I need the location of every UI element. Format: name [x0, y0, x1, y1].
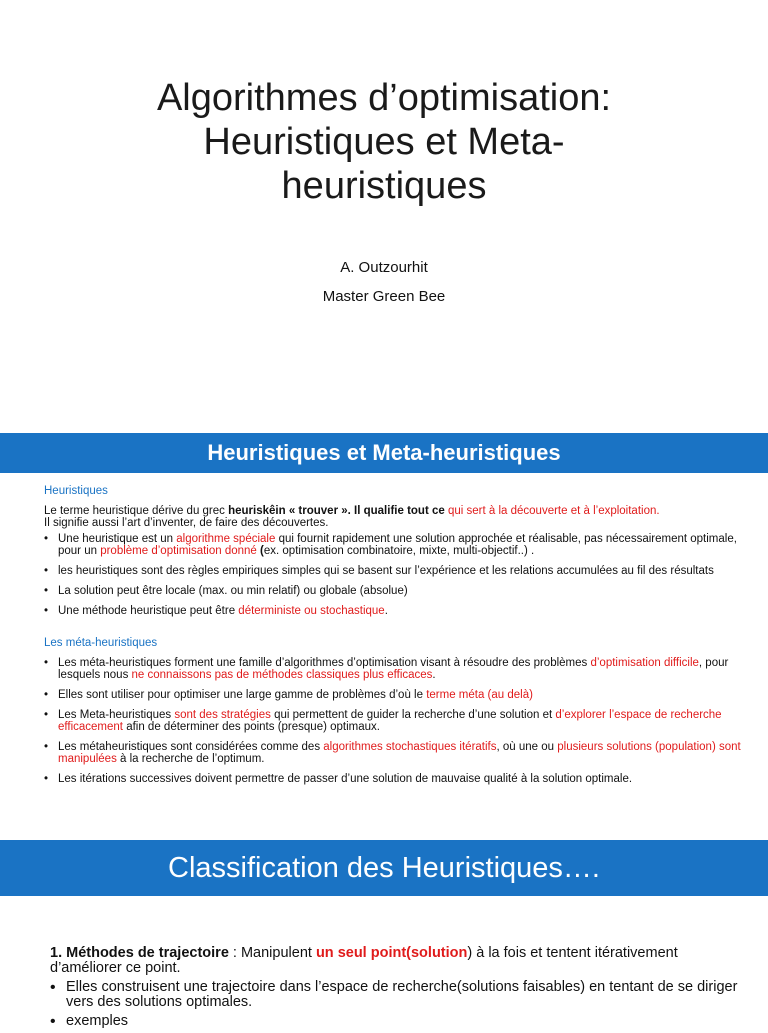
slide-banner: Heuristiques et Meta-heuristiques: [0, 433, 768, 473]
list-item: • Les métaheuristiques sont considérées comme des algorithmes stochastiques itératifs, où une ou plusieurs solutions (population) sont manipulées à la recherche de l’optimum.: [44, 741, 744, 765]
program-name: Master Green Bee: [322, 288, 446, 305]
trajectory-heading: 1. Méthodes de trajectoire : Manipulent un seul point(solution) à la fois et tentent itérativement d’améliorer ce point.: [50, 945, 678, 976]
list-item: • La solution peut être locale (max. ou min relatif) ou globale (absolue): [44, 585, 744, 597]
heuristics-list: [44, 533, 744, 617]
section-heading: Les méta-heuristiques: [44, 637, 158, 649]
list-item: • exemples: [50, 1014, 740, 1029]
heuristics-slide: [0, 433, 768, 838]
list-item: • Les méta-heuristiques forment une famille d’algorithmes d’optimisation visant à résoudre des problèmes d’optimisation difficile, pour lesquels nous ne connaissons pas de méthodes classiques plus efficaces.: [44, 657, 744, 681]
author-name: A. Outzourhit: [340, 259, 428, 276]
list-item: • Les itérations successives doivent permettre de passer d’une solution de mauvaise qualité à la solution optimale.: [44, 773, 744, 785]
slide-banner: Classification des Heuristiques….: [0, 840, 768, 896]
section-heading: Heuristiques: [44, 485, 108, 497]
intro-paragraph: Le terme heuristique dérive du grec heuriskêin « trouver ». Il qualifie tout ce qui sert à la découverte et à l’exploitation. Il signifie aussi l’art d’inventer, de faire des découvertes.: [44, 505, 660, 529]
list-item: • Une méthode heuristique peut être déterministe ou stochastique.: [44, 605, 744, 617]
title-line: Algorithmes d’optimisation:: [156, 77, 612, 119]
title-line: heuristiques: [281, 165, 487, 207]
slide-title: [60, 76, 708, 208]
metaheuristics-list: [44, 657, 744, 785]
list-item: • Elles sont utiliser pour optimiser une large gamme de problèmes d’où le terme méta (au delà): [44, 689, 744, 701]
list-item: • les heuristiques sont des règles empiriques simples qui se basent sur l’expérience et les relations accumulées au fil des résultats: [44, 565, 744, 577]
list-item: • Les Meta-heuristiques sont des stratégies qui permettent de guider la recherche d’une solution et d’explorer l’espace de recherche efficacement afin de déterminer des points (presque) optimaux.: [44, 709, 744, 733]
classification-slide: [0, 840, 768, 1029]
list-item: • Elles construisent une trajectoire dans l’espace de recherche(solutions faisables) en tentant de se diriger vers des solutions optimales.: [50, 980, 740, 1010]
title-slide: [0, 0, 768, 430]
slide-body: [44, 485, 744, 793]
trajectory-list: [50, 980, 740, 1029]
list-item: • Une heuristique est un algorithme spéciale qui fournit rapidement une solution approchée et réalisable, pas nécessairement optimale, pour un problème d’optimisation donné (ex. optimisation combinatoire, mixte, multi-objectif..) .: [44, 533, 744, 557]
title-line: Heuristiques et Meta-: [203, 121, 565, 163]
slide-body: [50, 946, 740, 1033]
